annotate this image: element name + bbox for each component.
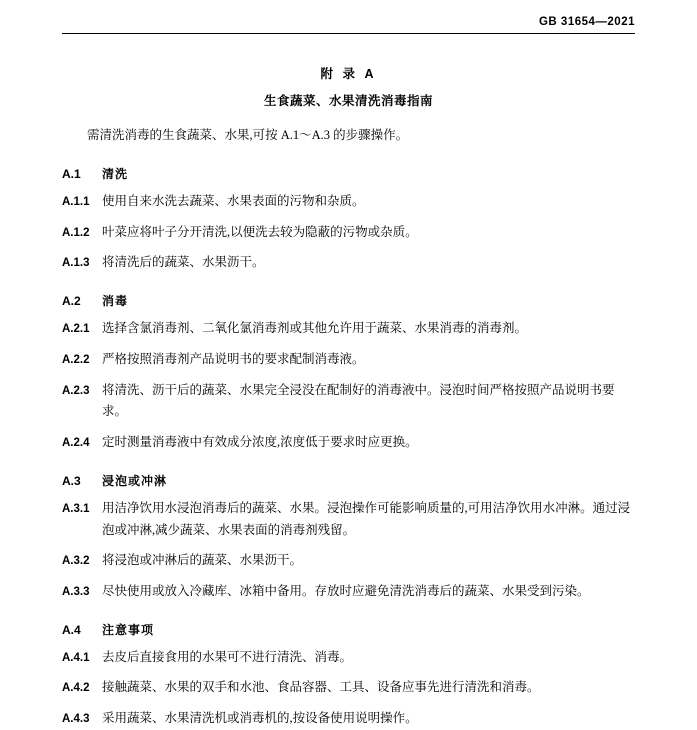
clause-item [62, 677, 635, 699]
clause-text: 将清洗、沥干后的蔬菜、水果完全浸没在配制好的消毒液中。浸泡时间严格按照产品说明书要求。 [102, 382, 615, 419]
clause-text: 将浸泡或冲淋后的蔬菜、水果沥干。 [102, 553, 303, 567]
section-a1 [62, 165, 635, 274]
section-title: 消毒 [102, 294, 129, 309]
clause-number: A.3.2 [62, 555, 90, 567]
annex-intro: 需清洗消毒的生食蔬菜、水果,可按 A.1～A.3 的步骤操作。 [87, 128, 409, 142]
section-number: A.3 [62, 473, 81, 488]
clause-text: 采用蔬菜、水果清洗机或消毒机的,按设备使用说明操作。 [102, 711, 418, 726]
section-heading [62, 621, 635, 638]
page-header [62, 0, 635, 28]
clause-text: 接触蔬菜、水果的双手和水池、食品容器、工具、设备应事先进行清洗和消毒。 [102, 680, 540, 695]
clause-text: 定时测量消毒液中有效成分浓度,浓度低于要求时应更换。 [102, 434, 418, 449]
section-body [62, 647, 635, 730]
section-heading [62, 472, 635, 489]
clause-number: A.2.4 [62, 436, 90, 449]
annex-title: 附 录 A [320, 67, 377, 81]
annex-subtitle: 生食蔬菜、水果清洗消毒指南 [263, 94, 433, 108]
clause-number: A.2.2 [62, 353, 90, 366]
clause-text: 将清洗后的蔬菜、水果沥干。 [102, 255, 265, 270]
section-heading [62, 292, 635, 309]
clause-text: 严格按照消毒剂产品说明书的要求配制消毒液。 [102, 351, 365, 366]
section-title: 注意事项 [102, 622, 155, 637]
section-number: A.4 [62, 622, 81, 637]
clause-item [62, 550, 635, 572]
section-title: 浸泡或冲淋 [102, 473, 168, 488]
clause-number: A.1.3 [62, 257, 90, 270]
clause-item [62, 498, 635, 541]
clause-item [62, 708, 635, 730]
clause-item [62, 380, 635, 423]
clause-number: A.2.3 [62, 384, 90, 397]
clause-text: 去皮后直接食用的水果可不进行清洗、消毒。 [102, 649, 353, 664]
clause-text: 选择含氯消毒剂、二氧化氯消毒剂或其他允许用于蔬菜、水果消毒的消毒剂。 [102, 321, 528, 336]
clause-text: 用洁净饮用水浸泡消毒后的蔬菜、水果。浸泡操作可能影响质量的,可用洁净饮用水冲淋。通过浸泡或冲淋,减少蔬菜、水果表面的消毒剂残留。 [102, 500, 631, 537]
clause-number: A.3.1 [62, 502, 90, 515]
section-body [62, 191, 635, 274]
clause-number: A.2.1 [62, 323, 90, 336]
section-a4 [62, 621, 635, 730]
header-divider [62, 33, 635, 34]
section-body [62, 318, 635, 454]
clause-item [62, 647, 635, 669]
clause-number: A.4.2 [62, 682, 90, 695]
clause-number: A.1.1 [62, 195, 90, 208]
clause-item [62, 252, 635, 274]
standard-code: GB 31654—2021 [538, 16, 635, 28]
section-a2 [62, 292, 635, 454]
clause-text: 叶菜应将叶子分开清洗,以便洗去较为隐蔽的污物或杂质。 [102, 224, 418, 239]
clause-item [62, 432, 635, 454]
section-title: 清洗 [102, 166, 129, 181]
clause-number: A.4.1 [62, 651, 90, 664]
clause-item [62, 349, 635, 371]
clause-text: 尽快使用或放入冷藏库、冰箱中备用。存放时应避免清洗消毒后的蔬菜、水果受到污染。 [102, 583, 590, 598]
section-a3 [62, 472, 635, 603]
section-number: A.1 [62, 166, 81, 181]
clause-text: 使用自来水洗去蔬菜、水果表面的污物和杂质。 [102, 193, 365, 208]
clause-item [62, 222, 635, 244]
clause-number: A.3.3 [62, 585, 90, 598]
clause-item [62, 581, 635, 603]
clause-item [62, 318, 635, 340]
section-heading [62, 165, 635, 182]
section-number: A.2 [62, 294, 81, 309]
section-body [62, 498, 635, 603]
clause-number: A.1.2 [62, 226, 90, 239]
clause-item [62, 191, 635, 213]
clause-number: A.4.3 [62, 713, 90, 726]
